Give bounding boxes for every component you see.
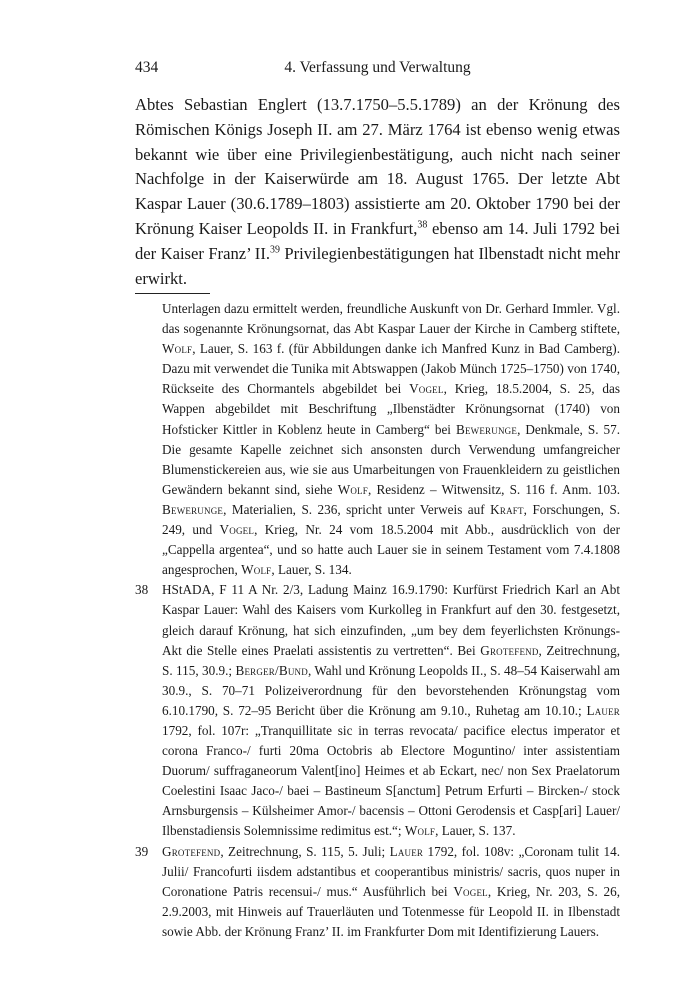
- body-text-segment: Abtes Sebastian Englert (13.7.1750–5.5.1789) an der Krönung des Römischen Königs Joseph II. am 27. März 1764 ist ebenso wenig etwas bekannt wie über eine Privilegienbestätigung, auch nicht nach seiner Nachfolge in der Kaiserwürde am 18. August 1765. Der letzte Abt Kaspar Lauer (30.6.1789–1803) assistierte am 20. Oktober 1790 bei der Krönung Kaiser Leopolds II. in Frankfurt,: [135, 95, 620, 238]
- footnote-ref-38: 38: [417, 219, 428, 231]
- main-text: [135, 93, 620, 291]
- author-name: Grotefend: [162, 843, 221, 859]
- author-name: Vogel: [219, 522, 255, 538]
- author-name: Vogel: [409, 381, 444, 397]
- running-head: 4. Verfassung und Verwaltung: [284, 59, 471, 76]
- author-name: Lauer: [586, 702, 620, 718]
- footnote-number: 39: [135, 843, 149, 859]
- author-name: Lauer: [389, 843, 424, 859]
- author-name: Berger/Bund: [235, 662, 308, 678]
- author-name: Wolf: [162, 341, 193, 357]
- author-name: Wolf: [404, 823, 436, 839]
- footnotes: [135, 299, 620, 942]
- footnote-number: 38: [135, 582, 149, 598]
- author-name: Grotefend: [480, 642, 539, 658]
- author-name: Vogel: [453, 883, 488, 899]
- footnote-separator: [135, 293, 210, 294]
- body-text-segment: ebenso am 14. Juli 1792 bei der Kaiser Franz’ II.: [135, 218, 620, 263]
- footnote-continuation: Unterlagen dazu ermittelt werden, freundliche Auskunft von Dr. Gerhard Immler. Vgl. das sogenannte Krönungsornat, das Abt Kaspar Lauer der Kirche in Camberg stiftete, Wolf, Lauer, S. 163 f. (für Abbildungen danke ich Manfred Kunz in Bad Camberg). Dazu mit verwendet die Tunika mit Abtswappen (Jakob Münch 1725–1750) von 1740, Rückseite des Chormantels abgebildet bei Vogel, Krieg, 18.5.2004, S. 25, das Wappen abgebildet mit Beschriftung „Ilbenstädter Krönungsornat (1740) von Hofsticker Kittler in Koblenz heute in Camberg“ bei Bewerunge, Denkmale, S. 57. Die gesamte Kapelle zeichnet sich ansonsten durch Verwendung umfangreicher Blumenstickereien aus, wie sie aus Umarbeitungen von Frauenkleidern zu geistlichen Gewändern bekannt sind, siehe Wolf, Residenz – Witwensitz, S. 116 f. Anm. 103. Bewerunge, Materialien, S. 236, spricht unter Verweis auf Kraft, Forschungen, S. 249, und Vogel, Krieg, Nr. 24 vom 18.5.2004 mit Abb., ausdrücklich von der „Cappella argentea“, und so hatte auch Lauer sie in seinem Testament vom 7.4.1808 angesprochen, Wolf, Lauer, S. 134.: [162, 301, 621, 578]
- page-header: [135, 59, 620, 81]
- author-name: Bewerunge: [455, 421, 518, 437]
- author-name: Kraft: [490, 501, 524, 517]
- footnote-39: 39 Grotefend, Zeitrechnung, S. 115, 5. Juli; Lauer 1792, fol. 108v: „Coronam tulit 14. Julii/ Francofurti iisdem adstantibus et cooperantibus ministris/ sacris, quos nuper in Coronatione Patris recensui-/ mus.“ Ausführlich bei Vogel, Krieg, Nr. 203, S. 26, 2.9.2003, mit Hinweis auf Trauerläuten und Totenmesse für Leopold II. in Ilbenstadt sowie Abb. der Krönung Franz’ II. im Frankfurter Dom mit Identifizierung Lauers.: [135, 843, 620, 939]
- author-name: Bewerunge: [162, 501, 224, 517]
- body-text-segment: Privilegienbestätigungen hat Ilbenstadt nicht mehr erwirkt.: [135, 243, 620, 288]
- body-paragraph: [135, 93, 620, 291]
- author-name: Wolf: [337, 481, 368, 497]
- page-number: 434: [135, 59, 159, 76]
- author-name: Wolf: [241, 562, 272, 578]
- footnote-38: 38 HStADA, F 11 A Nr. 2/3, Ladung Mainz 16.9.1790: Kurfürst Friedrich Karl an Abt Kaspar Lauer: Wahl des Kaisers vom Kurkolleg in Frankfurt auf den 30. festgesetzt, gleich darauf Krönung, hat sich einzufinden, „um bey dem feyerlichsten Krönungs-Akt die Stelle eines Praelati assistentis zu vertretten“. Bei Grotefend, Zeitrechnung, S. 115, 30.9.; Berger/Bund, Wahl und Krönung Leopolds II., S. 48–54 Kaiserwahl am 30.9., S. 70–71 Polizeiverordnung für den bevorstehenden Krönungstag vom 6.10.1790, S. 72–95 Bericht über die Krönung am 9.10., Ruhetag am 10.10.; Lauer 1792, fol. 107r: „Tranquillitate sic in terras revocata/ pacifice electus imperator et corona Franco-/ furti 20ma Octobris ab Electore Moguntino/ inter assistentiam Duorum/ suffraganeorum Valent[ino] Heimes et ab Eckart, nec/ non Sex Praelatorum Coelestini Isaac Jaco-/ baei – Bastineum S[anctum] Petrum Erfurti – Bircken-/ stock Arnsburgensis – Külsheimer Amor-/ bacensis – Ottoni Gerodensis et Casp[ari] Lauer/ Ilbenstadiensis Solemnissime redimitus est.“; Wolf, Lauer, S. 137.: [135, 582, 620, 839]
- footnote-ref-39: 39: [270, 244, 280, 256]
